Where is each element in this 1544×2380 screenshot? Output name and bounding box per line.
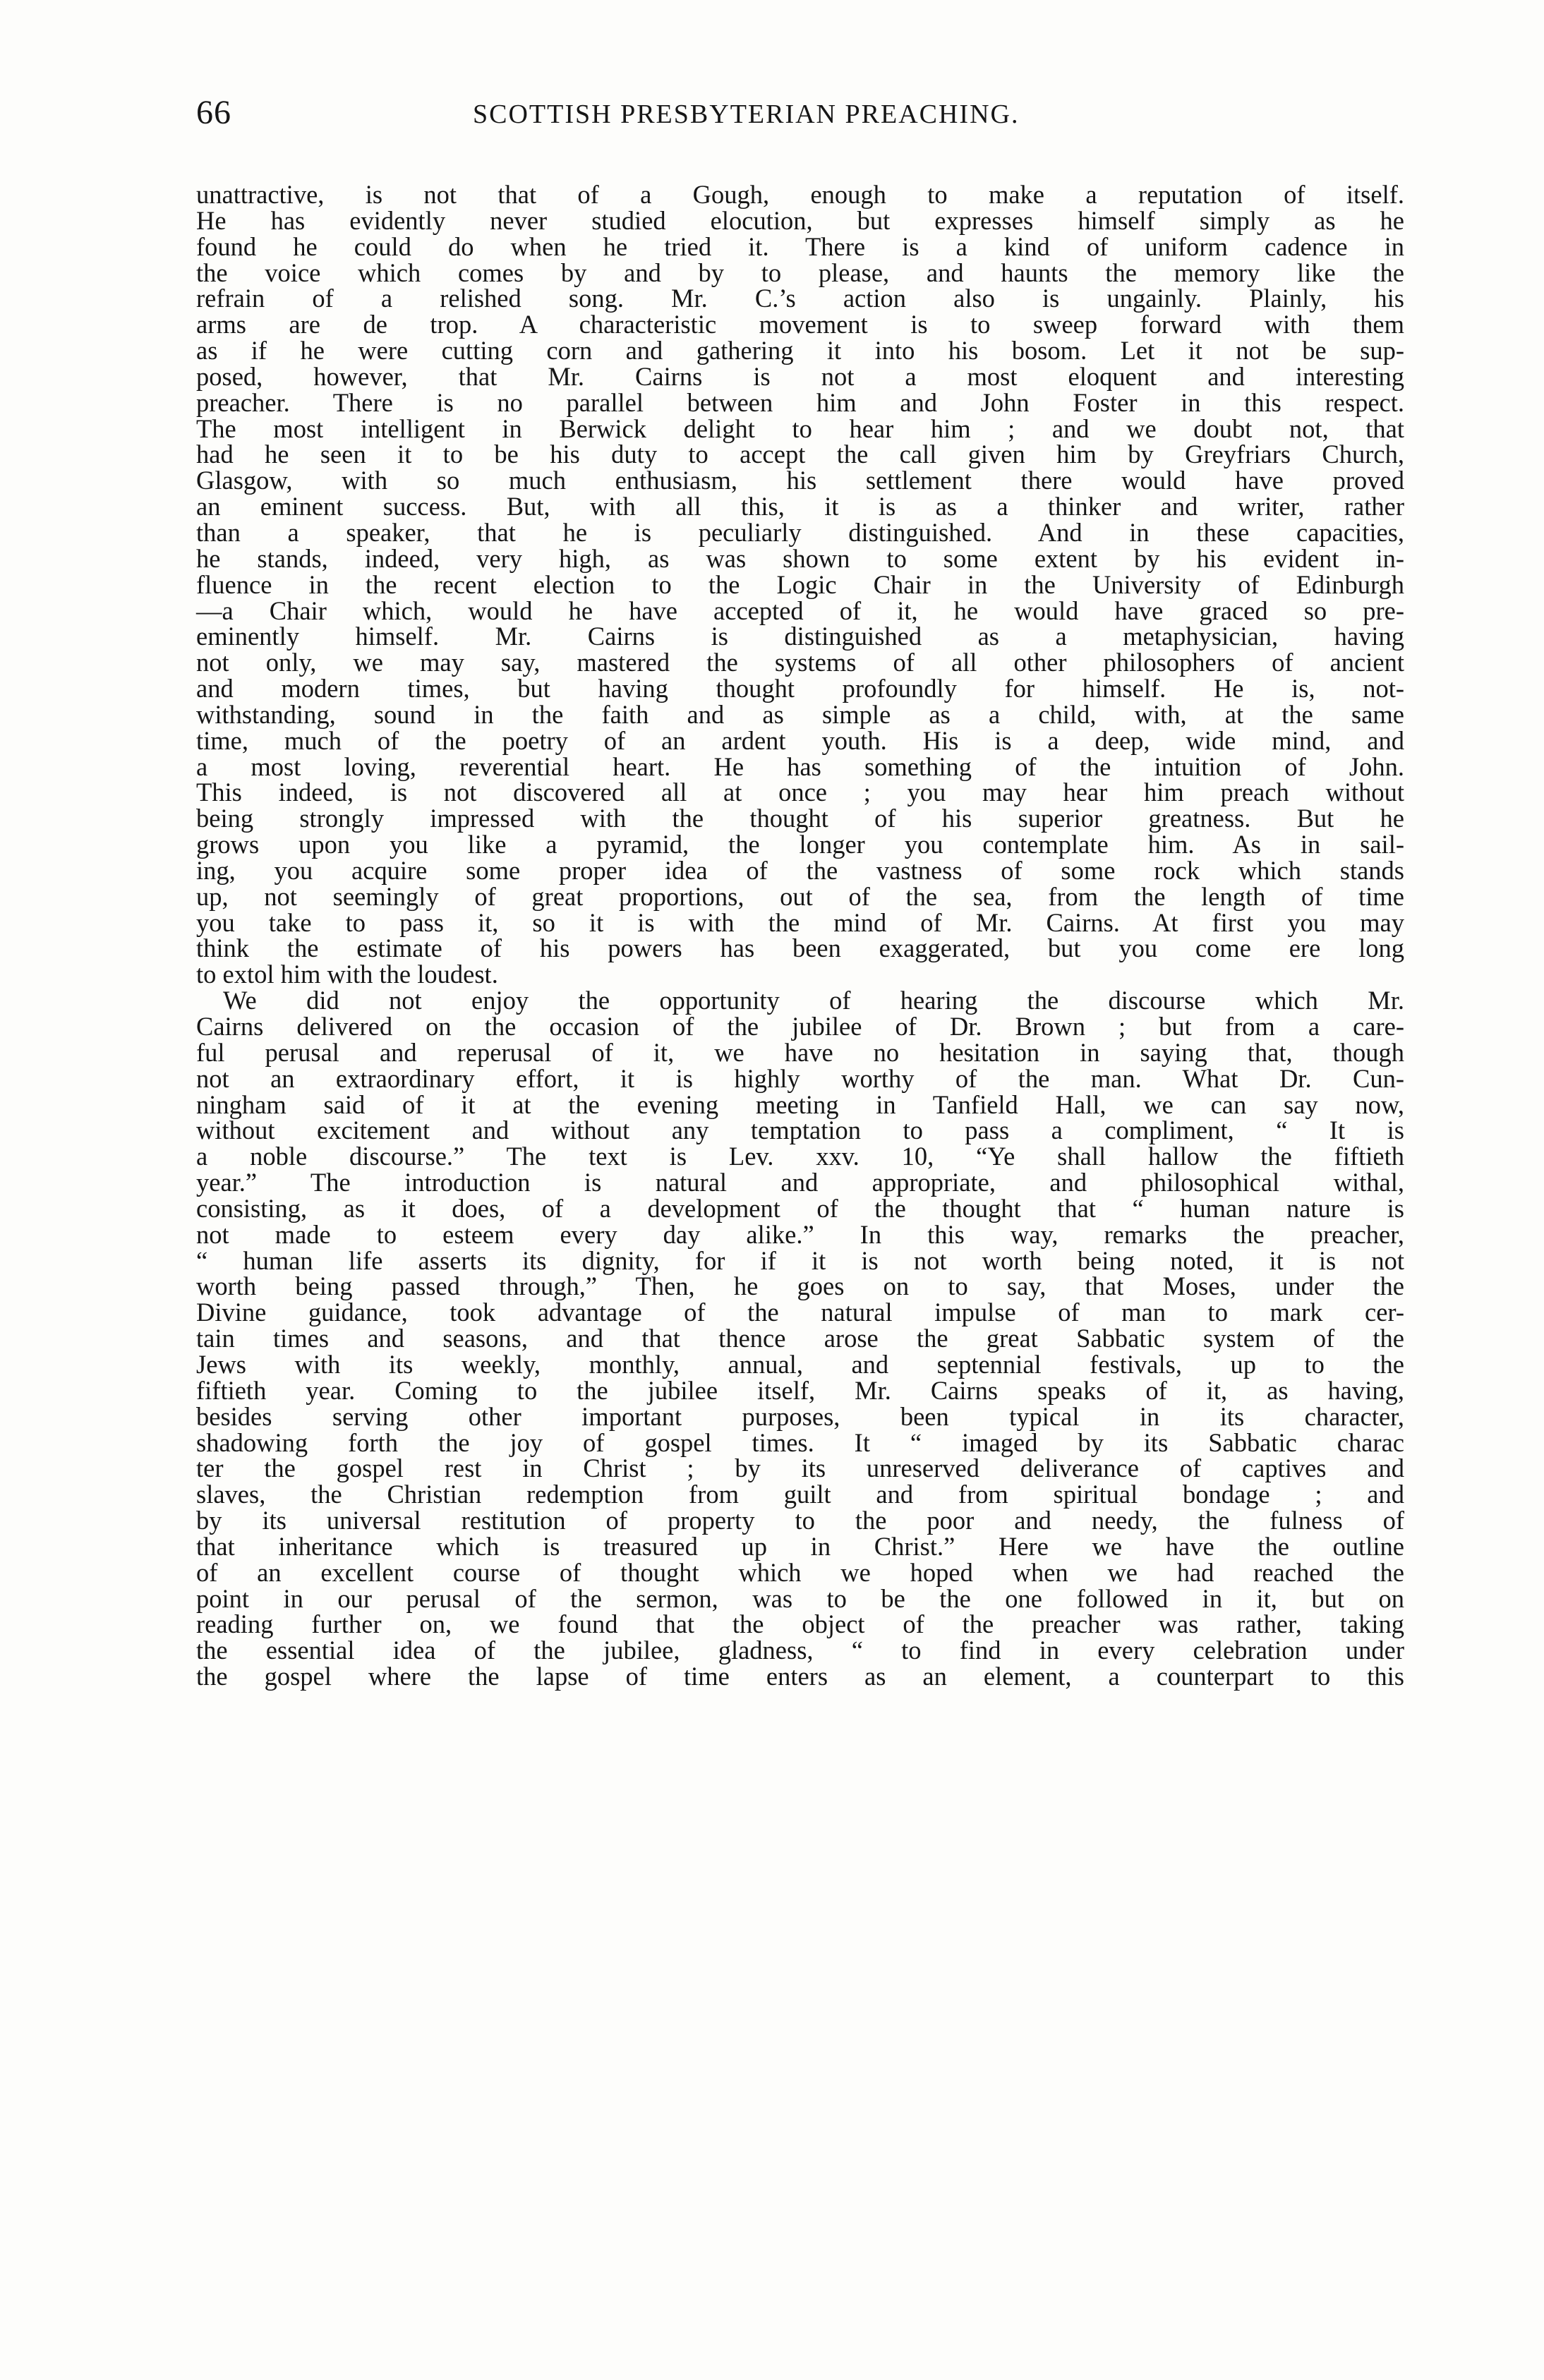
text-line: not made to esteem every day alike.” In this way, remarks the preacher,	[196, 1219, 1404, 1249]
text-line: of an excellent course of thought which we hoped when we had reached the	[196, 1557, 1404, 1587]
text-line: the essential idea of the jubilee, gladness, “ to find in every celebration under	[196, 1636, 1404, 1665]
paragraph-first-line: We did not enjoy the opportunity of hearing the discourse which Mr.	[223, 986, 1404, 1015]
page-number: 66	[196, 94, 231, 131]
text-line: The most intelligent in Berwick delight to hear him ; and we doubt not, that	[196, 413, 1404, 443]
body-text	[196, 182, 1404, 1690]
running-head	[196, 90, 1410, 147]
text-line: the gospel where the lapse of time enters as an element, a counterpart to this	[196, 1662, 1404, 1691]
text-line: found he could do when he tried it. There is a kind of uniform cadence in	[196, 231, 1404, 261]
text-line: being strongly impressed with the thought of his superior greatness. But he	[196, 804, 1404, 833]
paragraph-end-line: to extol him with the loudest.	[196, 960, 498, 989]
text-line: as if he were cutting corn and gathering it into his bosom. Let it not be sup-	[196, 336, 1404, 366]
text-line: worth being passed through,” Then, he goes on to say, that Moses, under the	[196, 1271, 1404, 1301]
text-line: unattractive, is not that of a Gough, enough to make a reputation of itself.	[196, 180, 1404, 209]
text-line: eminently himself. Mr. Cairns is distinguished as a metaphysician, having	[196, 622, 1404, 651]
text-line: a most loving, reverential heart. He has something of the intuition of John.	[196, 751, 1404, 781]
running-title: SCOTTISH PRESBYTERIAN PREACHING.	[473, 99, 1020, 129]
text-line: Jews with its weekly, monthly, annual, and septennial festivals, up to the	[196, 1349, 1404, 1379]
text-line: by its universal restitution of property to the poor and needy, the fulness of	[196, 1506, 1404, 1535]
text-line: tain times and seasons, and that thence arose the great Sabbatic system of the	[196, 1324, 1404, 1353]
text-line: withstanding, sound in the faith and as simple as a child, with, at the same	[196, 699, 1404, 729]
text-line: refrain of a relished song. Mr. C.’s action also is ungainly. Plainly, his	[196, 284, 1404, 313]
text-line: ing, you acquire some proper idea of the vastness of some rock which stands	[196, 855, 1404, 885]
text-line: “ human life asserts its dignity, for if it is not worth being noted, it is not	[196, 1245, 1404, 1275]
text-line: grows upon you like a pyramid, the longer you contemplate him. As in sail-	[196, 830, 1404, 859]
text-line: and modern times, but having thought profoundly for himself. He is, not-	[196, 674, 1404, 703]
text-line: fiftieth year. Coming to the jubilee itself, Mr. Cairns speaks of it, as having,	[196, 1375, 1404, 1405]
text-line: fluence in the recent election to the Logic Chair in the University of Edinburgh	[196, 569, 1404, 599]
text-line: arms are de trop. A characteristic movement is to sweep forward with them	[196, 310, 1404, 339]
text-line: This indeed, is not discovered all at once ; you may hear him preach without	[196, 778, 1404, 807]
text-line: ningham said of it at the evening meeting in Tanfield Hall, we can say now,	[196, 1089, 1404, 1119]
text-line: you take to pass it, so it is with the mind of Mr. Cairns. At first you may	[196, 907, 1404, 937]
text-line: he stands, indeed, very high, as was shown to some extent by his evident in-	[196, 543, 1404, 573]
text-line: a noble discourse.” The text is Lev. xxv. 10, “Ye shall hallow the fiftieth	[196, 1142, 1404, 1171]
text-line: had he seen it to be his duty to accept the call given him by Greyfriars Church,	[196, 440, 1404, 469]
text-line: the voice which comes by and by to please, and haunts the memory like the	[196, 258, 1404, 287]
text-line: that inheritance which is treasured up in Christ.” Here we have the outline	[196, 1531, 1404, 1561]
text-line: —a Chair which, would he have accepted of it, he would have graced so pre-	[196, 596, 1404, 625]
text-line: shadowing forth the joy of gospel times. It “ imaged by its Sabbatic charac	[196, 1427, 1404, 1457]
text-line: an eminent success. But, with all this, it is as a thinker and writer, rather	[196, 492, 1404, 521]
text-line: year.” The introduction is natural and appropriate, and philosophical withal,	[196, 1168, 1404, 1197]
text-line: ful perusal and reperusal of it, we have no hesitation in saying that, though	[196, 1037, 1404, 1067]
text-line: Divine guidance, took advantage of the natural impulse of man to mark cer-	[196, 1298, 1404, 1327]
text-line: Cairns delivered on the occasion of the jubilee of Dr. Brown ; but from a care-	[196, 1012, 1404, 1041]
text-line: posed, however, that Mr. Cairns is not a most eloquent and interesting	[196, 361, 1404, 391]
text-line: consisting, as it does, of a development of the thought that “ human nature is	[196, 1193, 1404, 1223]
text-line: preacher. There is no parallel between him and John Foster in this respect.	[196, 387, 1404, 417]
text-line: reading further on, we found that the object of the preacher was rather, taking	[196, 1609, 1404, 1639]
text-line: slaves, the Christian redemption from guilt and from spiritual bondage ; and	[196, 1480, 1404, 1509]
text-line: Glasgow, with so much enthusiasm, his settlement there would have proved	[196, 466, 1404, 495]
text-line: up, not seemingly of great proportions, out of the sea, from the length of time	[196, 881, 1404, 911]
text-line: point in our perusal of the sermon, was to be the one followed in it, but on	[196, 1583, 1404, 1613]
text-line: not an extraordinary effort, it is highly worthy of the man. What Dr. Cun-	[196, 1063, 1404, 1093]
text-line: not only, we may say, mastered the systems of all other philosophers of ancient	[196, 648, 1404, 677]
text-line: without excitement and without any temptation to pass a compliment, “ It is	[196, 1116, 1404, 1145]
text-line: besides serving other important purposes, been typical in its character,	[196, 1401, 1404, 1431]
text-line: time, much of the poetry of an ardent youth. His is a deep, wide mind, and	[196, 725, 1404, 755]
text-line: think the estimate of his powers has been exaggerated, but you come ere long	[196, 934, 1404, 963]
text-line: He has evidently never studied elocution, but expresses himself simply as he	[196, 205, 1404, 235]
text-line: than a speaker, that he is peculiarly distinguished. And in these capacities,	[196, 517, 1404, 547]
text-line: ter the gospel rest in Christ ; by its unreserved deliverance of captives and	[196, 1454, 1404, 1483]
